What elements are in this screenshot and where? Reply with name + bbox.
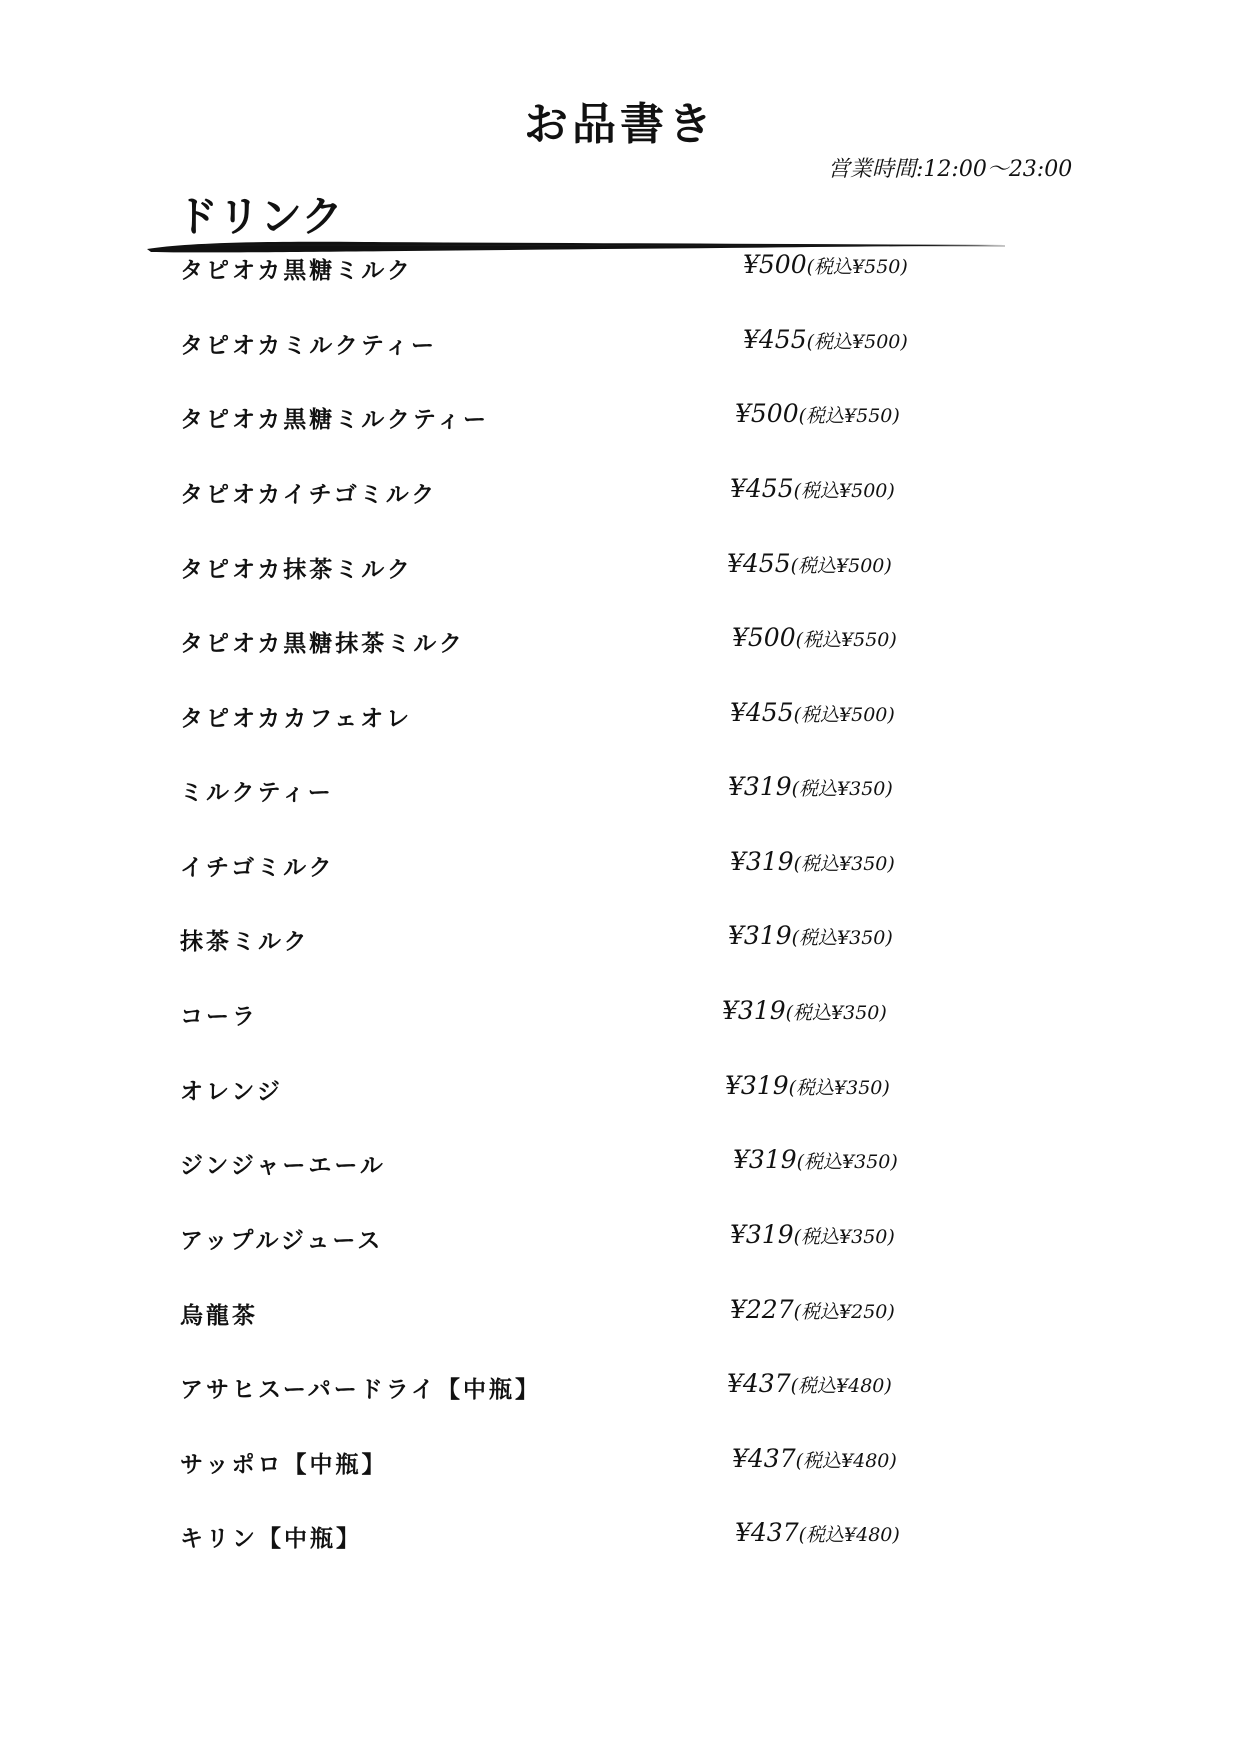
menu-item-name: アサヒスーパードライ【中瓶】 <box>180 1376 542 1403</box>
menu-item-name: タピオカ抹茶ミルク <box>180 556 413 583</box>
price-value: ¥319 <box>733 1145 797 1174</box>
price-value: ¥319 <box>722 996 786 1025</box>
price-value: ¥500 <box>743 250 807 279</box>
tax-included-price: (税込¥350) <box>788 1077 890 1099</box>
tax-included-price: (税込¥550) <box>806 256 908 278</box>
menu-item-price <box>727 549 892 578</box>
menu-item-price <box>728 921 893 950</box>
tax-included-price: (税込¥250) <box>793 1301 895 1323</box>
menu-item-price <box>732 623 897 652</box>
menu-item-price <box>730 474 895 503</box>
price-value: ¥500 <box>735 399 799 428</box>
menu-item-name: タピオカイチゴミルク <box>180 481 438 508</box>
tax-included-price: (税込¥480) <box>790 1375 892 1397</box>
menu-item-price <box>732 1444 897 1473</box>
menu-item-name: タピオカミルクティー <box>180 332 438 359</box>
business-hours: 営業時間:12:00〜23:00 <box>828 157 1073 182</box>
tax-included-price: (税込¥550) <box>795 629 897 651</box>
price-value: ¥319 <box>725 1071 789 1100</box>
menu-item-name: 烏龍茶 <box>180 1302 258 1329</box>
menu-item-name: タピオカカフェオレ <box>180 705 413 732</box>
menu-item-price <box>730 698 895 727</box>
price-value: ¥455 <box>730 474 794 503</box>
tax-included-price: (税込¥500) <box>793 704 895 726</box>
menu-item-price <box>735 399 900 428</box>
menu-item-name: イチゴミルク <box>180 854 335 881</box>
tax-included-price: (税込¥350) <box>793 1226 895 1248</box>
price-value: ¥437 <box>727 1369 791 1398</box>
menu-item-name: タピオカ黒糖ミルクティー <box>180 406 490 433</box>
price-value: ¥437 <box>735 1518 799 1547</box>
menu-item-name: サッポロ【中瓶】 <box>180 1451 388 1478</box>
price-value: ¥227 <box>730 1295 794 1324</box>
tax-included-price: (税込¥480) <box>798 1524 900 1546</box>
menu-item-name: タピオカ黒糖抹茶ミルク <box>180 630 465 657</box>
tax-included-price: (税込¥500) <box>806 331 908 353</box>
price-value: ¥500 <box>732 623 796 652</box>
price-value: ¥319 <box>730 1220 794 1249</box>
menu-item-name: オレンジ <box>180 1078 283 1105</box>
tax-included-price: (税込¥500) <box>790 555 892 577</box>
menu-item-price <box>730 1295 895 1324</box>
menu-item-price <box>743 250 908 279</box>
menu-item-name: コーラ <box>180 1003 258 1030</box>
menu-item-name: キリン【中瓶】 <box>180 1525 362 1552</box>
tax-included-price: (税込¥500) <box>793 480 895 502</box>
menu-title: お品書き <box>524 99 716 150</box>
menu-item-name: ミルクティー <box>180 779 334 806</box>
price-value: ¥455 <box>743 325 807 354</box>
price-value: ¥455 <box>730 698 794 727</box>
menu-item-price <box>727 1369 892 1398</box>
menu-item-price <box>730 1220 895 1249</box>
menu-item-price <box>735 1518 900 1547</box>
tax-included-price: (税込¥350) <box>791 927 893 949</box>
section-heading: ドリンク <box>176 192 344 241</box>
tax-included-price: (税込¥350) <box>796 1151 898 1173</box>
tax-included-price: (税込¥480) <box>795 1450 897 1472</box>
tax-included-price: (税込¥350) <box>791 778 893 800</box>
price-value: ¥319 <box>728 921 792 950</box>
menu-item-price <box>725 1071 890 1100</box>
price-value: ¥455 <box>727 549 791 578</box>
menu-item-name: タピオカ黒糖ミルク <box>180 257 413 284</box>
price-value: ¥437 <box>732 1444 796 1473</box>
price-value: ¥319 <box>728 772 792 801</box>
tax-included-price: (税込¥350) <box>793 853 895 875</box>
menu-item-price <box>743 325 908 354</box>
menu-item-price <box>730 847 895 876</box>
menu-item-price <box>733 1145 898 1174</box>
tax-included-price: (税込¥550) <box>798 405 900 427</box>
menu-item-name: アップルジュース <box>180 1227 384 1254</box>
tax-included-price: (税込¥350) <box>785 1002 887 1024</box>
menu-item-price <box>722 996 887 1025</box>
price-value: ¥319 <box>730 847 794 876</box>
menu-item-name: 抹茶ミルク <box>180 928 310 955</box>
menu-item-name: ジンジャーエール <box>180 1152 386 1179</box>
menu-item-price <box>728 772 893 801</box>
